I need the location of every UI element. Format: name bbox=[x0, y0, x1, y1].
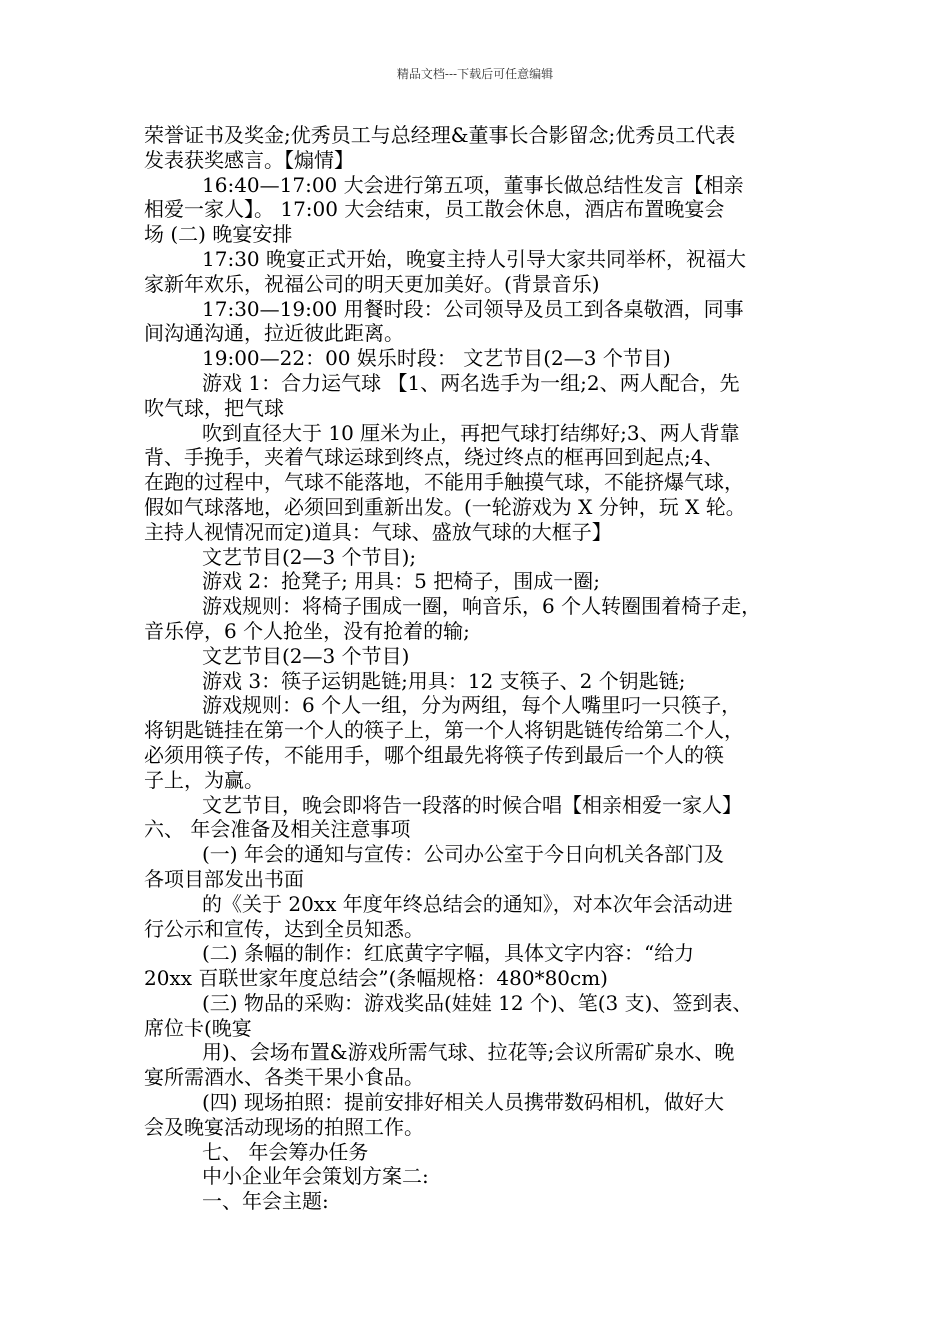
text-line: 游戏规则：将椅子围成一圈，响音乐，6 个人转圈围着椅子走， bbox=[202, 594, 762, 619]
text-line: 文艺节目，晚会即将告一段落的时候合唱【相亲相爱一家人】 bbox=[202, 792, 742, 817]
page-header: 精品文档---下载后可任意编辑 bbox=[396, 67, 554, 81]
text-line: (二) 条幅的制作：红底黄字字幅，具体文字内容：“给力 bbox=[202, 941, 695, 966]
text-line: 家新年欢乐，祝福公司的明天更加美好。(背景音乐) bbox=[144, 271, 600, 296]
text-line: 七、 年会筹办任务 bbox=[202, 1139, 369, 1164]
text-line: 发表获奖感言。【煽情】 bbox=[144, 147, 354, 172]
text-line: 行公示和宣传，达到全员知悉。 bbox=[144, 916, 424, 941]
text-line: 16:40—17:00 大会进行第五项，董事长做总结性发言【相亲 bbox=[202, 172, 744, 197]
text-line: 各项目部发出书面 bbox=[144, 866, 304, 891]
text-line: 17:30—19:00 用餐时段：公司领导及员工到各桌敬酒，同事 bbox=[202, 296, 744, 321]
text-line: 会及晚宴活动现场的拍照工作。 bbox=[144, 1114, 424, 1139]
text-line: 20xx 百联世家年度总结会”(条幅规格：480*80cm) bbox=[144, 966, 608, 991]
text-line: 主持人视情况而定)道具：气球、盛放气球的大框子】 bbox=[144, 519, 612, 544]
text-line: 间沟通沟通，拉近彼此距离。 bbox=[144, 321, 404, 346]
text-line: 背、手挽手，夹着气球运球到终点，绕过终点的框再回到起点;4、 bbox=[144, 445, 724, 470]
text-line: 六、 年会准备及相关注意事项 bbox=[144, 817, 411, 842]
text-line: 游戏 1：合力运气球 【1、两名选手为一组;2、两人配合，先 bbox=[202, 370, 740, 395]
text-line: (三) 物品的采购：游戏奖品(娃娃 12 个)、笔(3 支)、签到表、 bbox=[202, 990, 753, 1015]
text-line: 17:30 晚宴正式开始，晚宴主持人引导大家共同举杯，祝福大 bbox=[202, 246, 746, 271]
text-line: 文艺节目(2—3 个节目) bbox=[202, 643, 410, 668]
text-line: 荣誉证书及奖金;优秀员工与总经理&董事长合影留念;优秀员工代表 bbox=[144, 123, 736, 147]
text-line: 宴所需酒水、各类干果小食品。 bbox=[144, 1065, 424, 1090]
text-line: 将钥匙链挂在第一个人的筷子上，第一个人将钥匙链传给第二个人， bbox=[144, 718, 744, 743]
text-line: 必须用筷子传，不能用手，哪个组最先将筷子传到最后一个人的筷 bbox=[144, 742, 724, 767]
document-body bbox=[144, 123, 816, 1214]
text-line: 游戏 2：抢凳子; 用具：5 把椅子，围成一圈; bbox=[202, 569, 600, 594]
text-line: 在跑的过程中，气球不能落地，不能用手触摸气球，不能挤爆气球， bbox=[144, 470, 744, 495]
text-line: 席位卡(晚宴 bbox=[144, 1015, 252, 1040]
text-line: 19:00—22：00 娱乐时段： 文艺节目(2—3 个节目) bbox=[202, 346, 671, 371]
text-line: 子上，为赢。 bbox=[144, 767, 264, 792]
text-line: 文艺节目(2—3 个节目); bbox=[202, 544, 417, 569]
text-line: (四) 现场拍照：提前安排好相关人员携带数码相机，做好大 bbox=[202, 1090, 724, 1115]
text-line: 用)、会场布置&游戏所需气球、拉花等;会议所需矿泉水、晚 bbox=[202, 1040, 735, 1065]
text-line: 音乐停，6 个人抢坐，没有抢着的输; bbox=[144, 618, 470, 643]
text-line: 吹气球，把气球 bbox=[144, 395, 284, 420]
text-line: 吹到直径大于 10 厘米为止，再把气球打结绑好;3、两人背靠 bbox=[202, 420, 740, 445]
text-line: 一、年会主题: bbox=[202, 1189, 329, 1214]
text-line: (一) 年会的通知与宣传：公司办公室于今日向机关各部门及 bbox=[202, 842, 724, 867]
text-line: 的《关于 20xx 年度年终总结会的通知》，对本次年会活动进 bbox=[202, 891, 733, 916]
text-line: 场 (二) 晚宴安排 bbox=[144, 222, 293, 247]
text-line: 相爱一家人】。 17:00 大会结束，员工散会休息，酒店布置晚宴会 bbox=[144, 197, 725, 222]
text-line: 游戏 3：筷子运钥匙链;用具：12 支筷子、2 个钥匙链; bbox=[202, 668, 686, 693]
text-line: 游戏规则：6 个人一组，分为两组，每个人嘴里叼一只筷子， bbox=[202, 693, 742, 718]
text-line: 假如气球落地，必须回到重新出发。(一轮游戏为 X 分钟，玩 X 轮。 bbox=[144, 494, 746, 519]
text-line: 中小企业年会策划方案二: bbox=[202, 1164, 429, 1189]
